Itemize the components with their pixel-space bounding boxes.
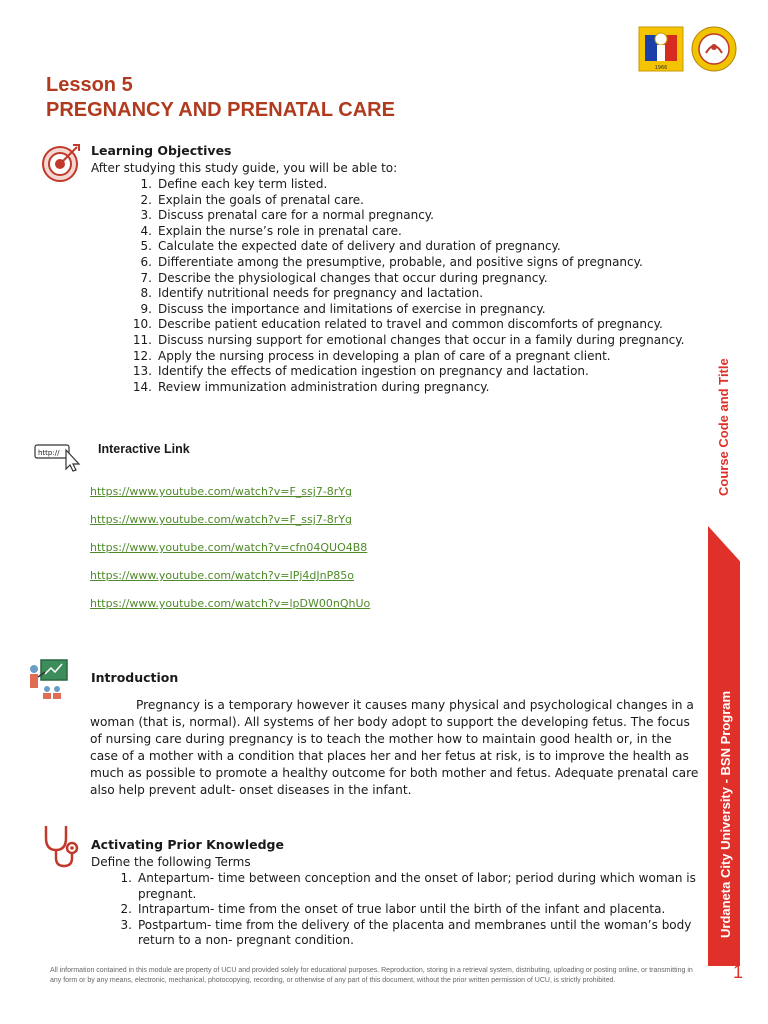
list-item-number: 9. [140, 301, 152, 316]
list-item [132, 317, 692, 333]
list-item-text: Calculate the expected date of delivery and duration of pregnancy. [158, 239, 561, 254]
list-item-number: 3. [120, 917, 132, 932]
list-item [132, 302, 692, 318]
list-item [132, 271, 692, 287]
list-item-text: Discuss the importance and limitations of exercise in pregnancy. [158, 301, 546, 316]
university-seal-logo [690, 25, 738, 73]
list-item-text: Identify the effects of medication ingestion on pregnancy and lactation. [158, 364, 589, 379]
prior-knowledge-heading: Activating Prior Knowledge [91, 837, 284, 852]
terms-list [112, 871, 708, 949]
list-item-text: Explain the goals of prenatal care. [158, 192, 364, 207]
list-item [132, 255, 692, 271]
list-item-number: 13. [132, 364, 152, 379]
list-item-number: 11. [132, 332, 152, 347]
introduction-heading: Introduction [91, 670, 179, 685]
prior-knowledge-intro: Define the following Terms [91, 855, 251, 869]
list-item-number: 2. [120, 902, 132, 917]
ucu-seal-logo [637, 25, 685, 73]
list-item [132, 380, 692, 396]
list-item [112, 871, 708, 902]
list-item-text: Explain the nurse’s role in prenatal care. [158, 223, 402, 238]
introduction-paragraph: Pregnancy is a temporary however it causes many physical and psychological changes in a woman (that is, normal). All systems of her body adopt to support the developing fetus. The focus of nursing care during pregnancy is to teach the mother how to maintain good health or, in the case of a mother with a condition that places her and her fetus at risk, is to improve the health as much as possible to promote a healthy outcome for both mother and fetus. Adequate prenatal care also help prevent adult- onset diseases in the infant. [90, 698, 699, 797]
list-item-text: Discuss prenatal care for a normal pregnancy. [158, 208, 434, 223]
list-item-number: 8. [140, 286, 152, 301]
page-number: 1 [733, 962, 744, 982]
list-item-text: Postpartum- time from the delivery of the placenta and membranes until the woman’s body return to a non- pregnant condition. [138, 917, 692, 948]
lesson-number: Lesson 5 [46, 74, 133, 96]
list-item-text: Antepartum- time between conception and the onset of labor; period during which woman is pregnant. [138, 871, 696, 901]
youtube-link-2[interactable]: https://www.youtube.com/watch?v=F_ssj7-8rYg [90, 513, 353, 526]
list-item-number: 1. [140, 177, 152, 191]
svg-text:Course Code and Title: Course Code and Title [716, 358, 731, 496]
list-item-text: Describe patient education related to travel and common discomforts of pregnancy. [158, 317, 663, 332]
http-link-icon [34, 442, 84, 472]
list-item-number: 3. [140, 208, 152, 223]
copyright-footer: All information contained in this module are property of UCU and provided solely for educational purposes. Reproduction, storing in a retrieval system, distributing, uploading or posting online, or transmitting in any form or by any means, electronic, mechanical, photocopying, recording, or otherwise of any part of this document, without the prior written permission of UCU, is strictly prohibited. [50, 967, 693, 984]
learning-objectives-heading: Learning Objectives [91, 143, 232, 158]
list-item [132, 333, 692, 349]
youtube-link-1[interactable]: https://www.youtube.com/watch?v=F_ssj7-8rYg [90, 485, 353, 498]
objectives-list [132, 177, 692, 395]
target-icon [40, 142, 82, 184]
list-item [132, 286, 692, 302]
course-title-label [700, 330, 744, 500]
list-item-text: Identify nutritional needs for pregnancy and lactation. [158, 286, 484, 301]
lesson-title: PREGNANCY AND PRENATAL CARE [46, 99, 395, 121]
youtube-link-5[interactable]: https://www.youtube.com/watch?v=lpDW00nQhUo [90, 597, 371, 610]
list-item-number: 10. [132, 317, 152, 332]
svg-text:Urdaneta City University - BSN: Urdaneta City University - BSN Program [718, 690, 733, 938]
list-item-number: 4. [140, 223, 152, 238]
svg-text:1966: 1966 [654, 65, 668, 71]
list-item-text: Differentiate among the presumptive, probable, and positive signs of pregnancy. [158, 254, 643, 269]
teacher-board-icon [27, 658, 69, 700]
stethoscope-icon [40, 824, 84, 870]
list-item-text: Define each key term listed. [158, 177, 328, 191]
youtube-link-3[interactable]: https://www.youtube.com/watch?v=cfn04QUO4B8 [90, 541, 368, 554]
list-item [132, 239, 692, 255]
list-item [132, 193, 692, 209]
list-item-number: 2. [140, 192, 152, 207]
list-item-number: 1. [120, 871, 132, 885]
list-item-number: 6. [140, 254, 152, 269]
list-item [132, 349, 692, 365]
list-item [112, 902, 708, 918]
interactive-link-heading: Interactive Link [98, 442, 190, 456]
list-item [112, 918, 708, 949]
list-item-text: Discuss nursing support for emotional changes that occur in a family during pregnancy. [158, 332, 685, 347]
program-label [704, 600, 744, 960]
list-item-number: 7. [140, 270, 152, 285]
list-item-number: 5. [140, 239, 152, 254]
youtube-link-4[interactable]: https://www.youtube.com/watch?v=IPj4dJnP85o [90, 569, 354, 582]
list-item [132, 177, 692, 193]
svg-text:http://: http:// [38, 449, 60, 457]
list-item-text: Describe the physiological changes that occur during pregnancy. [158, 270, 548, 285]
list-item-text: Apply the nursing process in developing a plan of care of a pregnant client. [158, 348, 611, 363]
list-item-number: 12. [132, 348, 152, 363]
list-item-text: Intrapartum- time from the onset of true labor until the birth of the infant and placenta. [138, 902, 666, 917]
list-item-text: Review immunization administration during pregnancy. [158, 379, 490, 394]
list-item [132, 364, 692, 380]
list-item [132, 208, 692, 224]
list-item [132, 224, 692, 240]
list-item-number: 14. [132, 379, 152, 394]
objectives-intro: After studying this study guide, you will be able to: [91, 161, 398, 175]
